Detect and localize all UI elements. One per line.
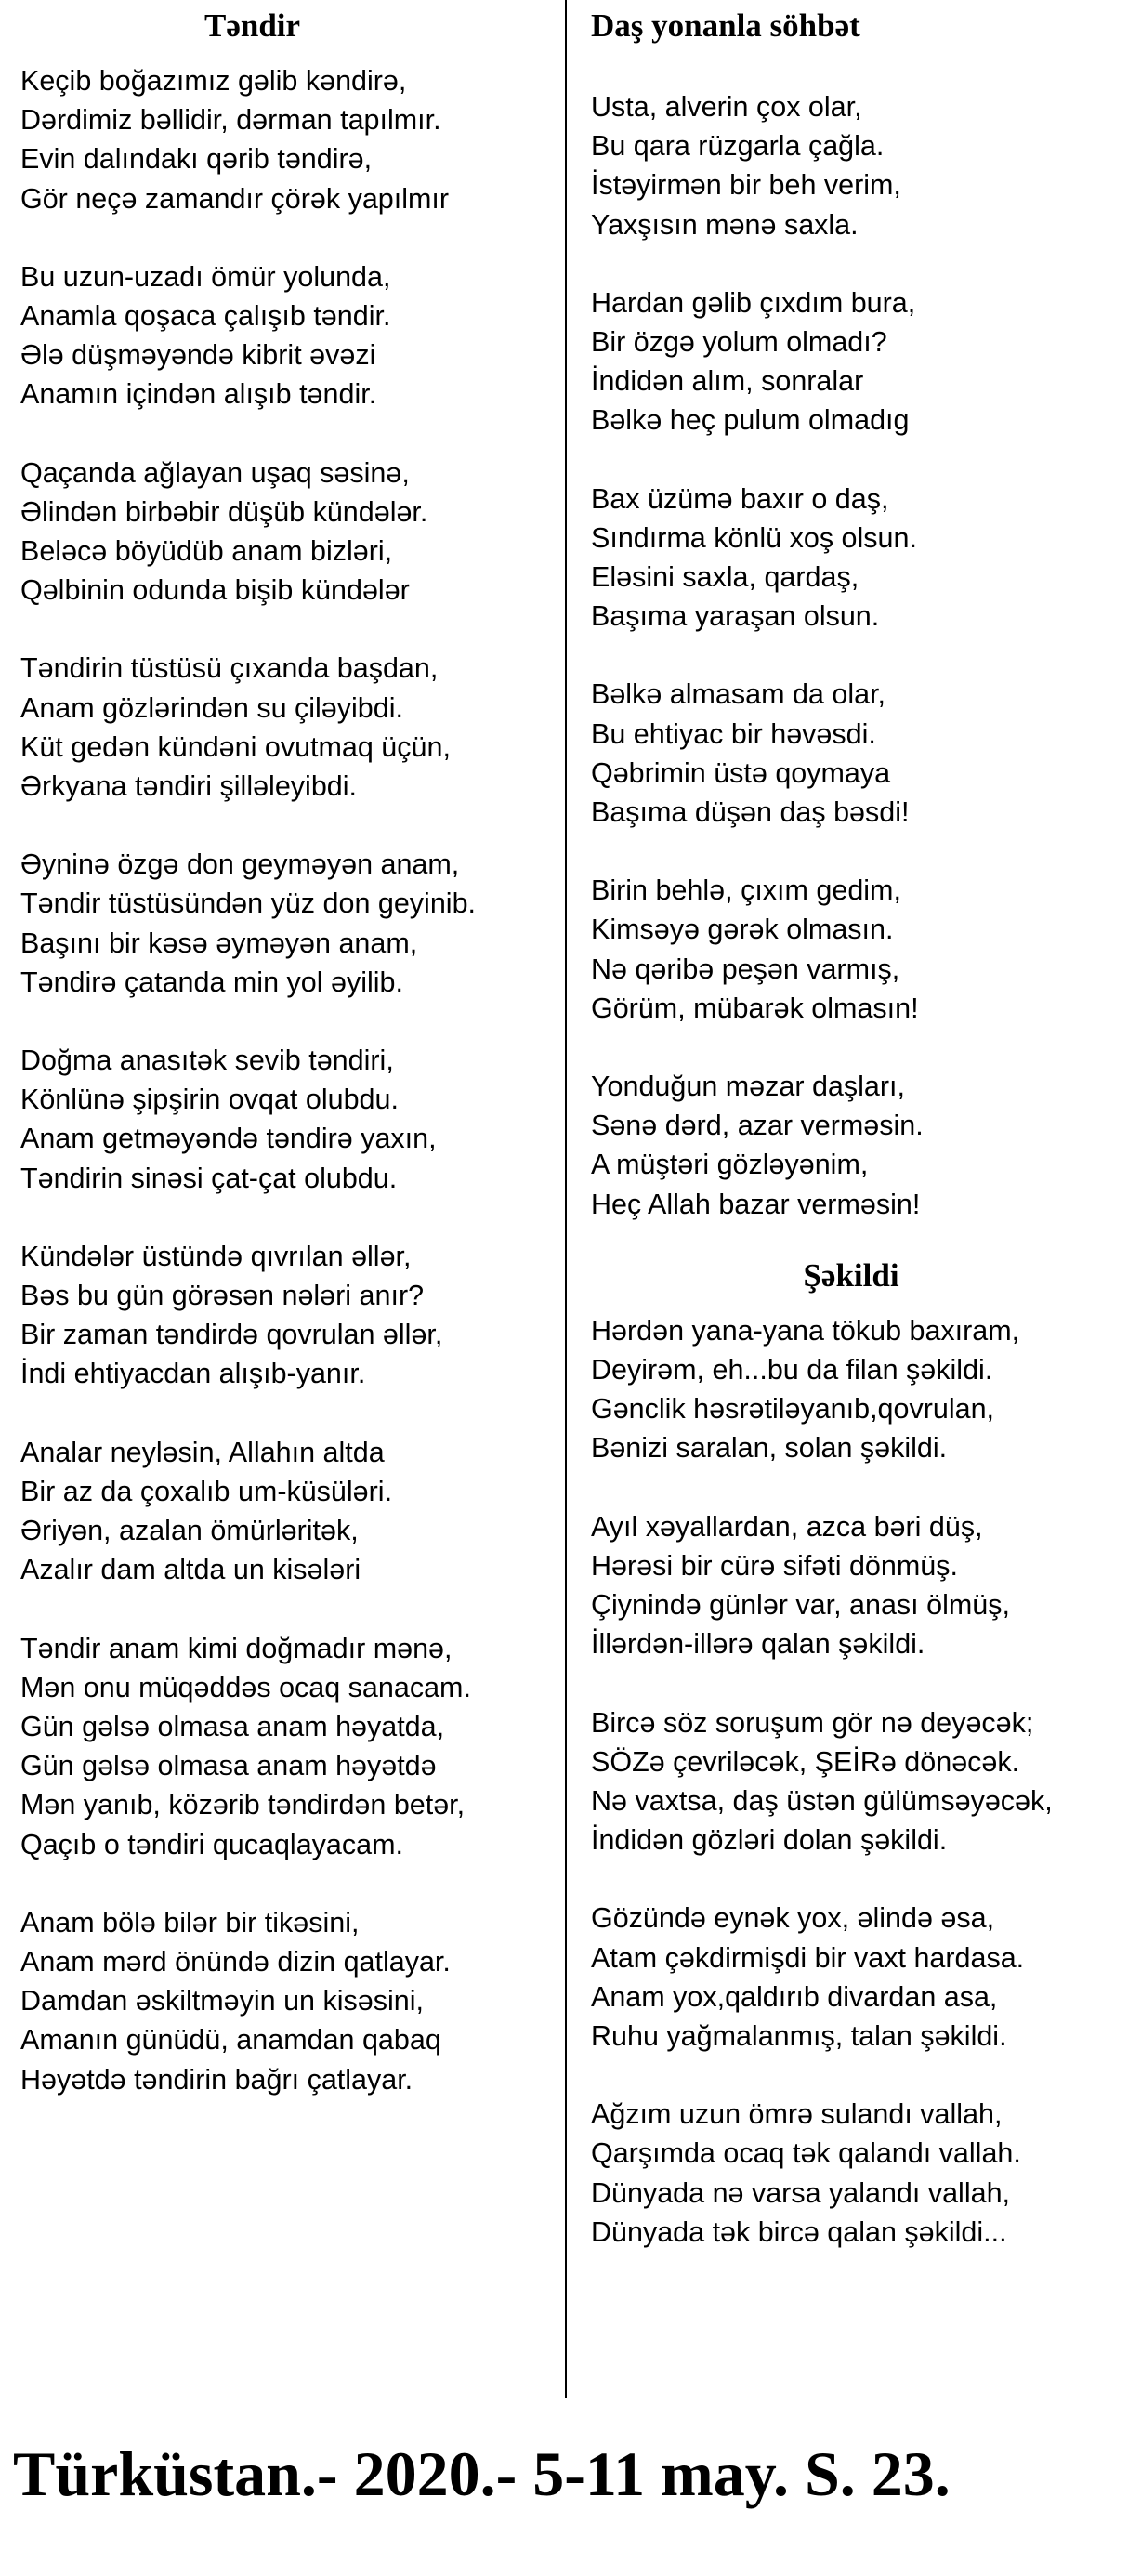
stanza [591, 87, 1111, 244]
poem-line: Mən yanıb, közərib təndirdən betər, [20, 1789, 466, 1821]
poem-line: Eləsini saxla, qardaş, [591, 561, 859, 594]
poem-title-sekildi: Şəkildi [803, 1256, 899, 1294]
poem-line: Başıma yaraşan olsun. [591, 600, 880, 633]
poem-line: Bircə söz soruşum gör nə deyəcək; [591, 1706, 1034, 1739]
poem-body-tendir [20, 61, 541, 2099]
poem-line: Ələ düşməyəndə kibrit əvəzi [20, 339, 376, 372]
poem-line: Ərkyana təndiri şilləleyibdi. [20, 770, 357, 803]
poem-line: Damdan əskiltməyin un kisəsini, [20, 1985, 424, 2017]
poem-line: Amanın günüdü, anamdan qabaq [20, 2024, 441, 2057]
stanza [20, 1041, 541, 1198]
poem-line: Qarşımda ocaq tək qalandı vallah. [591, 2137, 1021, 2170]
poem-column-tendir [20, 0, 541, 2099]
stanza [591, 1067, 1111, 1224]
stanza [591, 1899, 1111, 2056]
stanza [591, 283, 1111, 440]
poem-line: Bu uzun-uzadı ömür yolunda, [20, 260, 391, 293]
poem-line: Usta, alverin çox olar, [591, 91, 862, 123]
poem-body-das-yonanla-sohbet [591, 87, 1111, 1224]
poem-line: Qəlbinin odunda bişib kündələr [20, 574, 410, 607]
poem-line: Anam gözlərindən su çiləyibdi. [20, 691, 403, 724]
poem-line: Sındırma könlü xoş olsun. [591, 521, 917, 554]
poem-line: Atam çəkdirmişdi bir vaxt hardasa. [591, 1941, 1025, 1974]
source-citation: Türküstan.- 2020.- 5-11 may. S. 23. [13, 2438, 951, 2509]
poem-line: Dərdimiz bəllidir, dərman tapılmır. [20, 104, 441, 137]
poem-line: Təndir anam kimi doğmadır mənə, [20, 1632, 453, 1664]
poem-line: Anam bölə bilər bir tikəsini, [20, 1906, 360, 1939]
poem-line: Bəlkə almasam da olar, [591, 678, 886, 711]
poem-line: Qəbrimin üstə qoymaya [591, 756, 891, 789]
poem-line: Gənclik həsrətiləyanıb,qovrulan, [591, 1393, 995, 1426]
poem-line: Ruhu yağmalanmış, talan şəkildi. [591, 2019, 1007, 2052]
poem-line: Dünyada nə varsa yalandı vallah, [591, 2176, 1011, 2209]
poem-line: Doğma anasıtək sevib təndiri, [20, 1045, 394, 1077]
poem-line: Görüm, mübarək olmasın! [591, 992, 919, 1024]
poem-line: Qaçanda ağlayan uşaq səsinə, [20, 456, 410, 489]
stanza [20, 845, 541, 1002]
poem-line: İstəyirmən bir beh verim, [591, 169, 901, 202]
poem-line: Anam mərd önündə dizin qatlayar. [20, 1945, 451, 1978]
poem-line: Anam getməyəndə təndirə yaxın, [20, 1123, 437, 1155]
poem-line: Başını bir kəsə əyməyən anam, [20, 927, 418, 959]
poem-line: Sənə dərd, azar verməsin. [591, 1110, 924, 1142]
poem-line: İllərdən-illərə qalan şəkildi. [591, 1628, 925, 1661]
poem-line: Çiynində günlər var, anası ölmüş, [591, 1589, 1010, 1622]
poem-title-das-yonanla-sohbet: Daş yonanla söhbət [591, 7, 860, 44]
poem-line: Bənizi saralan, solan şəkildi. [591, 1432, 948, 1465]
column-divider [565, 0, 567, 2398]
stanza [20, 257, 541, 414]
poem-line: Evin dalındakı qərib təndirə, [20, 143, 373, 176]
poem-line: Hərəsi bir cürə sifəti dönmüş. [591, 1549, 958, 1582]
stanza [591, 675, 1111, 832]
stanza [20, 1629, 541, 1864]
poem-line: Əriyən, azalan ömürləritək, [20, 1515, 359, 1547]
stanza [20, 649, 541, 806]
poem-line: Kündələr üstündə qıvrılan əllər, [20, 1240, 412, 1272]
poem-line: A müştəri gözləyənim, [591, 1149, 869, 1181]
poem-line: Təndirin sinəsi çat-çat olubdu. [20, 1162, 398, 1194]
stanza [591, 871, 1111, 1028]
poem-line: Təndirə çatanda min yol əyilib. [20, 966, 403, 998]
poem-line: Hardan gəlib çıxdım bura, [591, 286, 916, 319]
poem-line: Yonduğun məzar daşları, [591, 1071, 905, 1103]
stanza [591, 480, 1111, 637]
poem-line: Bu ehtiyac bir həvəsdi. [591, 717, 876, 750]
poem-line: Bir az da çoxalıb um-küsüləri. [20, 1475, 393, 1507]
poem-line: SÖZə çevriləcək, ŞEİRə dönəcək. [591, 1745, 1020, 1778]
poem-line: Beləcə böyüdüb anam bizləri, [20, 535, 393, 568]
poem-line: Küt gedən kündəni ovutmaq üçün, [20, 730, 451, 763]
poem-line: Analar neyləsin, Allahın altda [20, 1436, 385, 1468]
poem-line: Əyninə özgə don geyməyən anam, [20, 848, 460, 881]
poem-body-sekildi [591, 1311, 1111, 2252]
poem-line: Bəlkə heç pulum olmadıg [591, 404, 910, 437]
poem-line: İndidən alım, sonralar [591, 365, 864, 398]
poem-line: Bəs bu gün görəsən nələri anır? [20, 1280, 425, 1312]
stanza [20, 453, 541, 611]
poem-line: Ağzım uzun ömrə sulandı vallah, [591, 2098, 1003, 2131]
poem-line: Anamın içindən alışıb təndir. [20, 378, 377, 411]
stanza [20, 1237, 541, 1394]
poem-line: Təndirin tüstüsü çıxanda başdan, [20, 652, 439, 685]
poem-line: Yaxşısın mənə saxla. [591, 208, 859, 241]
poem-line: Heç Allah bazar verməsin! [591, 1188, 921, 1220]
poem-line: Deyirəm, eh...bu da filan şəkildi. [591, 1354, 993, 1387]
poem-line: Qaçıb o təndiri qucaqlayacam. [20, 1828, 403, 1860]
poem-line: Həyətdə təndirin bağrı çatlayar. [20, 2063, 413, 2096]
poem-line: Hərdən yana-yana tökub baxıram, [591, 1314, 1020, 1347]
poem-line: Başıma düşən daş bəsdi! [591, 796, 910, 829]
stanza [20, 1433, 541, 1590]
stanza [591, 1507, 1111, 1664]
poem-line: Anam yox,qaldırıb divardan asa, [591, 1980, 998, 2013]
poem-line: Ayıl xəyallardan, azca bəri düş, [591, 1510, 983, 1543]
poem-line: Gün gəlsə olmasa anam həyətdə [20, 1750, 437, 1782]
stanza [591, 1311, 1111, 1468]
poem-line: Anamla qoşaca çalışıb təndir. [20, 300, 391, 333]
poem-title-tendir: Təndir [204, 7, 301, 44]
poem-line: Bax üzümə baxır o daş, [591, 482, 889, 515]
poem-line: İndidən gözləri dolan şəkildi. [591, 1824, 948, 1857]
stanza [20, 1903, 541, 2099]
poem-line: Mən onu müqəddəs ocaq sanacam. [20, 1671, 471, 1703]
poem-line: Təndir tüstüsündən yüz don geyinib. [20, 887, 477, 920]
poem-line: Gör neçə zamandır çörək yapılmır [20, 182, 450, 215]
poem-line: Əlindən birbəbir düşüb kündələr. [20, 495, 428, 528]
poem-line: Nə vaxtsa, daş üstən gülümsəyəcək, [591, 1784, 1053, 1817]
poem-line: Bir özgə yolum olmadı? [591, 326, 887, 359]
poem-line: Bu qara rüzgarla çağla. [591, 130, 885, 163]
poem-line: Dünyada tək bircə qalan şəkildi... [591, 2215, 1007, 2248]
poem-line: Birin behlə, çıxım gedim, [591, 874, 901, 907]
poem-line: İndi ehtiyacdan alışıb-yanır. [20, 1358, 366, 1390]
poem-line: Könlünə şipşirin ovqat olubdu. [20, 1084, 399, 1116]
poem-line: Azalır dam altda un kisələri [20, 1554, 361, 1586]
poem-column-right [591, 0, 1111, 2252]
stanza [591, 2095, 1111, 2252]
stanza [591, 1703, 1111, 1860]
poem-line: Gözündə eynək yox, əlində əsa, [591, 1902, 995, 1935]
poem-line: Bir zaman təndirdə qovrulan əllər, [20, 1319, 443, 1351]
poem-line: Nə qəribə peşən varmış, [591, 953, 900, 985]
stanza [20, 61, 541, 218]
poem-line: Kimsəyə gərək olmasın. [591, 913, 894, 946]
poem-line: Keçib boğazımız gəlib kəndirə, [20, 65, 407, 97]
poem-line: Gün gəlsə olmasa anam həyatda, [20, 1710, 445, 1742]
